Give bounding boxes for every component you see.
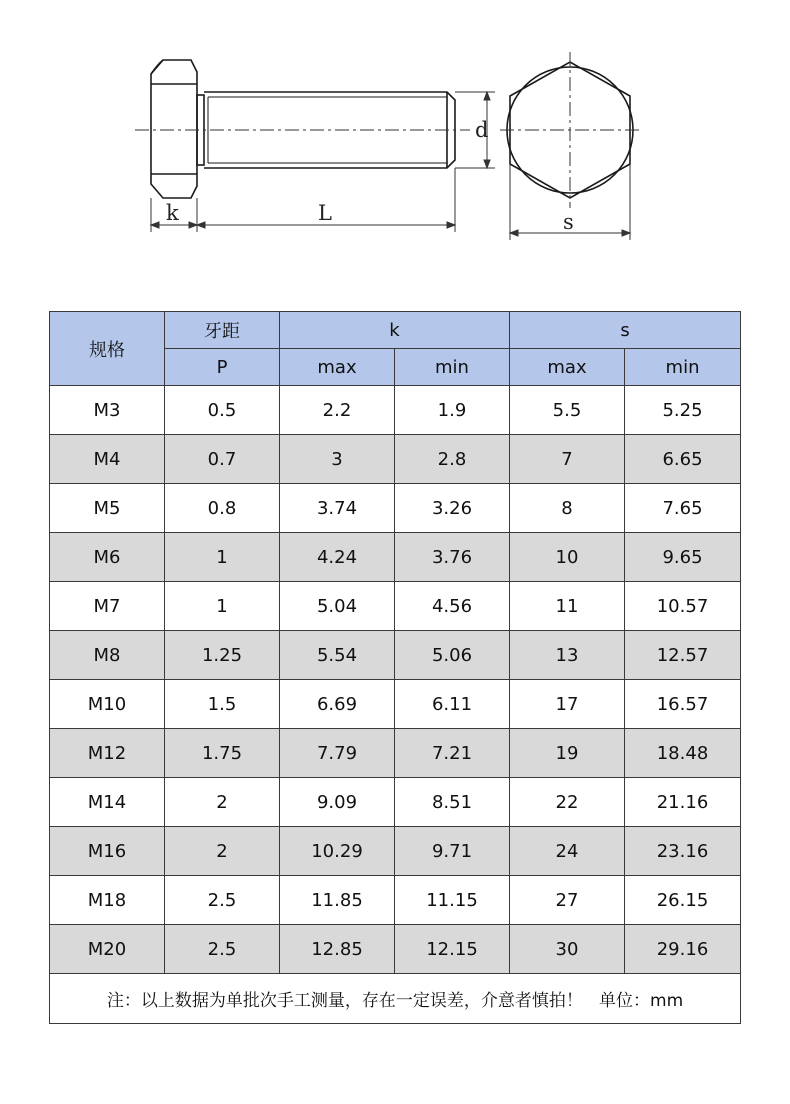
measurement-note: 注：以上数据为单批次手工测量，存在一定误差，介意者慎拍！ 单位：mm [50, 974, 741, 1024]
cell-spec: M8 [50, 631, 165, 680]
bolt-drawing-svg [0, 0, 790, 260]
cell-s-max: 27 [510, 876, 625, 925]
cell-spec: M7 [50, 582, 165, 631]
cell-k-min: 7.21 [395, 729, 510, 778]
bolt-technical-drawing [0, 0, 790, 260]
header-s: s [510, 312, 741, 349]
cell-k-min: 8.51 [395, 778, 510, 827]
cell-pitch: 0.5 [165, 386, 280, 435]
cell-k-max: 7.79 [280, 729, 395, 778]
L-label: L [318, 201, 332, 225]
table-row [50, 778, 741, 827]
cell-s-min: 12.57 [625, 631, 741, 680]
table-row [50, 876, 741, 925]
cell-k-max: 4.24 [280, 533, 395, 582]
cell-pitch: 2 [165, 827, 280, 876]
cell-s-max: 19 [510, 729, 625, 778]
table-row [50, 386, 741, 435]
cell-k-max: 9.09 [280, 778, 395, 827]
cell-s-min: 21.16 [625, 778, 741, 827]
cell-pitch: 1.25 [165, 631, 280, 680]
table-row [50, 680, 741, 729]
cell-pitch: 1 [165, 533, 280, 582]
cell-s-max: 8 [510, 484, 625, 533]
table-note-row [50, 974, 741, 1024]
cell-s-max: 11 [510, 582, 625, 631]
table-row [50, 925, 741, 974]
cell-s-max: 5.5 [510, 386, 625, 435]
bolt-spec-table [49, 311, 741, 1024]
cell-s-min: 7.65 [625, 484, 741, 533]
cell-s-min: 9.65 [625, 533, 741, 582]
cell-k-min: 3.76 [395, 533, 510, 582]
cell-pitch: 1.75 [165, 729, 280, 778]
cell-s-max: 22 [510, 778, 625, 827]
cell-spec: M16 [50, 827, 165, 876]
cell-s-min: 29.16 [625, 925, 741, 974]
cell-spec: M12 [50, 729, 165, 778]
table-row [50, 484, 741, 533]
cell-s-max: 10 [510, 533, 625, 582]
cell-spec: M18 [50, 876, 165, 925]
cell-k-max: 10.29 [280, 827, 395, 876]
s-label: s [563, 210, 574, 234]
cell-s-max: 7 [510, 435, 625, 484]
cell-s-min: 10.57 [625, 582, 741, 631]
cell-spec: M14 [50, 778, 165, 827]
table-row [50, 582, 741, 631]
cell-k-min: 1.9 [395, 386, 510, 435]
cell-k-min: 2.8 [395, 435, 510, 484]
cell-s-max: 13 [510, 631, 625, 680]
cell-k-max: 5.54 [280, 631, 395, 680]
table-header [50, 312, 741, 386]
cell-s-max: 24 [510, 827, 625, 876]
cell-s-min: 26.15 [625, 876, 741, 925]
header-k-max: max [280, 349, 395, 386]
cell-s-max: 17 [510, 680, 625, 729]
header-k-min: min [395, 349, 510, 386]
cell-pitch: 2.5 [165, 876, 280, 925]
cell-k-max: 2.2 [280, 386, 395, 435]
cell-k-min: 9.71 [395, 827, 510, 876]
d-label: d [475, 118, 489, 142]
cell-k-min: 11.15 [395, 876, 510, 925]
table-row [50, 533, 741, 582]
bolt-head-outline [151, 60, 197, 198]
header-pitch-sub: P [165, 349, 280, 386]
cell-k-min: 4.56 [395, 582, 510, 631]
header-spec: 规格 [50, 312, 165, 386]
cell-spec: M10 [50, 680, 165, 729]
cell-spec: M5 [50, 484, 165, 533]
cell-k-max: 12.85 [280, 925, 395, 974]
header-s-min: min [625, 349, 741, 386]
table-row [50, 827, 741, 876]
cell-pitch: 0.8 [165, 484, 280, 533]
table-row [50, 435, 741, 484]
header-pitch: 牙距 [165, 312, 280, 349]
cell-s-min: 6.65 [625, 435, 741, 484]
cell-k-max: 3 [280, 435, 395, 484]
cell-pitch: 0.7 [165, 435, 280, 484]
cell-k-min: 3.26 [395, 484, 510, 533]
cell-k-max: 6.69 [280, 680, 395, 729]
cell-k-min: 6.11 [395, 680, 510, 729]
cell-k-max: 5.04 [280, 582, 395, 631]
k-label: k [166, 201, 179, 225]
cell-spec: M3 [50, 386, 165, 435]
cell-k-min: 12.15 [395, 925, 510, 974]
cell-s-min: 5.25 [625, 386, 741, 435]
table-body [50, 386, 741, 1024]
cell-k-max: 3.74 [280, 484, 395, 533]
cell-spec: M6 [50, 533, 165, 582]
cell-pitch: 1 [165, 582, 280, 631]
cell-s-min: 18.48 [625, 729, 741, 778]
hex-center-lines [500, 52, 640, 208]
table-row [50, 631, 741, 680]
cell-s-min: 16.57 [625, 680, 741, 729]
cell-s-min: 23.16 [625, 827, 741, 876]
cell-pitch: 1.5 [165, 680, 280, 729]
cell-pitch: 2.5 [165, 925, 280, 974]
cell-pitch: 2 [165, 778, 280, 827]
cell-s-max: 30 [510, 925, 625, 974]
cell-spec: M20 [50, 925, 165, 974]
cell-spec: M4 [50, 435, 165, 484]
header-k: k [280, 312, 510, 349]
table-row [50, 729, 741, 778]
header-s-max: max [510, 349, 625, 386]
cell-k-min: 5.06 [395, 631, 510, 680]
cell-k-max: 11.85 [280, 876, 395, 925]
